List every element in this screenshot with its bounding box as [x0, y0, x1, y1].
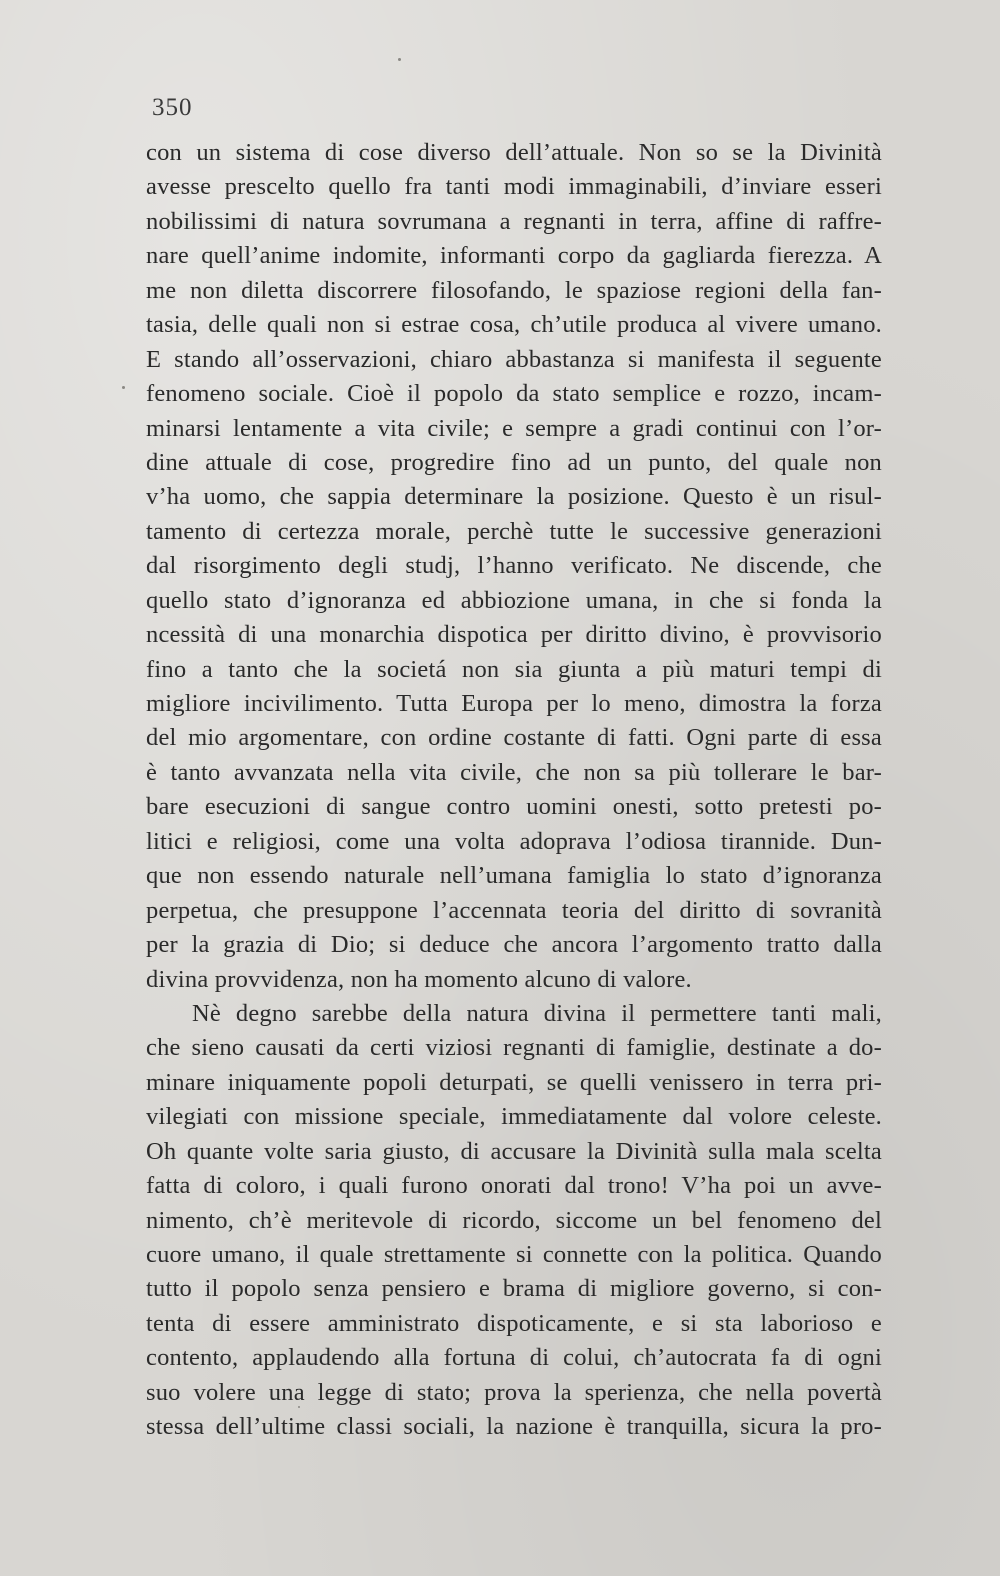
text-line: E stando all’osservazioni, chiaro abbastanza si manifesta il seguente: [146, 345, 882, 373]
text-line: che sieno causati da certi viziosi regnanti di famiglie, destinate a do-: [146, 1034, 882, 1062]
text-line: quello stato d’ignoranza ed abbiozione umana, in che si fonda la: [146, 586, 882, 614]
text-line: que non essendo naturale nell’umana famiglia lo stato d’ignoranza: [146, 862, 882, 890]
text-line: suo volere una legge di stato; prova la sperienza, che nella povertà: [146, 1378, 882, 1406]
text-line: fino a tanto che la societá non sia giunta a più maturi tempi di: [146, 655, 882, 683]
text-line: tasia, delle quali non si estrae cosa, ch’utile produca al vivere umano.: [146, 311, 882, 339]
text-line: tutto il popolo senza pensiero e brama di migliore governo, si con-: [146, 1275, 882, 1303]
text-line: del mio argomentare, con ordine costante di fatti. Ogni parte di essa: [146, 724, 882, 752]
text-line: ncessità di una monarchia dispotica per diritto divino, è provvisorio: [146, 621, 882, 649]
body-text: [146, 136, 882, 1445]
paragraph-end-line: divina provvidenza, non ha momento alcuno di valore.: [146, 965, 692, 993]
text-line: bare esecuzioni di sangue contro uomini onesti, sotto pretesti po-: [146, 793, 882, 821]
text-line: tenta di essere amministrato dispoticamente, e si sta laborioso e: [146, 1309, 882, 1337]
paper-speck: [298, 1406, 300, 1408]
text-line: nobilissimi di natura sovrumana a regnanti in terra, affine di raffre-: [146, 207, 882, 235]
paper-speck: [122, 386, 125, 389]
text-line: tamento di certezza morale, perchè tutte le successive generazioni: [146, 517, 882, 545]
text-line: dal risorgimento degli studj, l’hanno verificato. Ne discende, che: [146, 552, 882, 580]
text-line: litici e religiosi, come una volta adoprava l’odiosa tirannide. Dun-: [146, 827, 882, 855]
text-line: minare iniquamente popoli deturpati, se quelli venissero in terra pri-: [146, 1068, 882, 1096]
text-line: nare quell’anime indomite, informanti corpo da gagliarda fierezza. A: [146, 242, 882, 270]
text-line: perpetua, che presuppone l’accennata teoria del diritto di sovranità: [146, 896, 882, 924]
page-number: 350: [152, 94, 193, 121]
text-line: nimento, ch’è meritevole di ricordo, siccome un bel fenomeno del: [146, 1206, 882, 1234]
text-line: è tanto avvanzata nella vita civile, che non sa più tollerare le bar-: [146, 758, 882, 786]
text-line: fenomeno sociale. Cioè il popolo da stato semplice e rozzo, incam-: [146, 380, 882, 408]
text-line: minarsi lentamente a vita civile; e sempre a gradi continui con l’or-: [146, 414, 882, 442]
text-line: con un sistema di cose diverso dell’attuale. Non so se la Divinità: [146, 139, 882, 166]
text-line: v’ha uomo, che sappia determinare la posizione. Questo è un risul-: [146, 483, 882, 511]
text-line: stessa dell’ultime classi sociali, la nazione è tranquilla, sicura la pro-: [146, 1413, 882, 1441]
paragraph-start-line: Nè degno sarebbe della natura divina il permettere tanti mali,: [192, 999, 882, 1027]
text-line: contento, applaudendo alla fortuna di colui, ch’autocrata fa di ogni: [146, 1344, 882, 1372]
text-line: avesse prescelto quello fra tanti modi immaginabili, d’inviare esseri: [146, 173, 882, 201]
text-line: vilegiati con missione speciale, immediatamente dal volore celeste.: [146, 1103, 882, 1131]
text-line: Oh quante volte saria giusto, di accusare la Divinità sulla mala scelta: [146, 1137, 882, 1165]
text-line: me non diletta discorrere filosofando, le spaziose regioni della fan-: [146, 276, 882, 304]
text-line: per la grazia di Dio; si deduce che ancora l’argomento tratto dalla: [146, 931, 882, 959]
paper-speck: [398, 58, 401, 61]
text-line: migliore incivilimento. Tutta Europa per lo meno, dimostra la forza: [146, 690, 882, 717]
text-line: cuore umano, il quale strettamente si connette con la politica. Quando: [146, 1241, 882, 1268]
text-line: dine attuale di cose, progredire fino ad un punto, del quale non: [146, 448, 882, 476]
text-line: fatta di coloro, i quali furono onorati dal trono! V’ha poi un avve-: [146, 1172, 882, 1200]
